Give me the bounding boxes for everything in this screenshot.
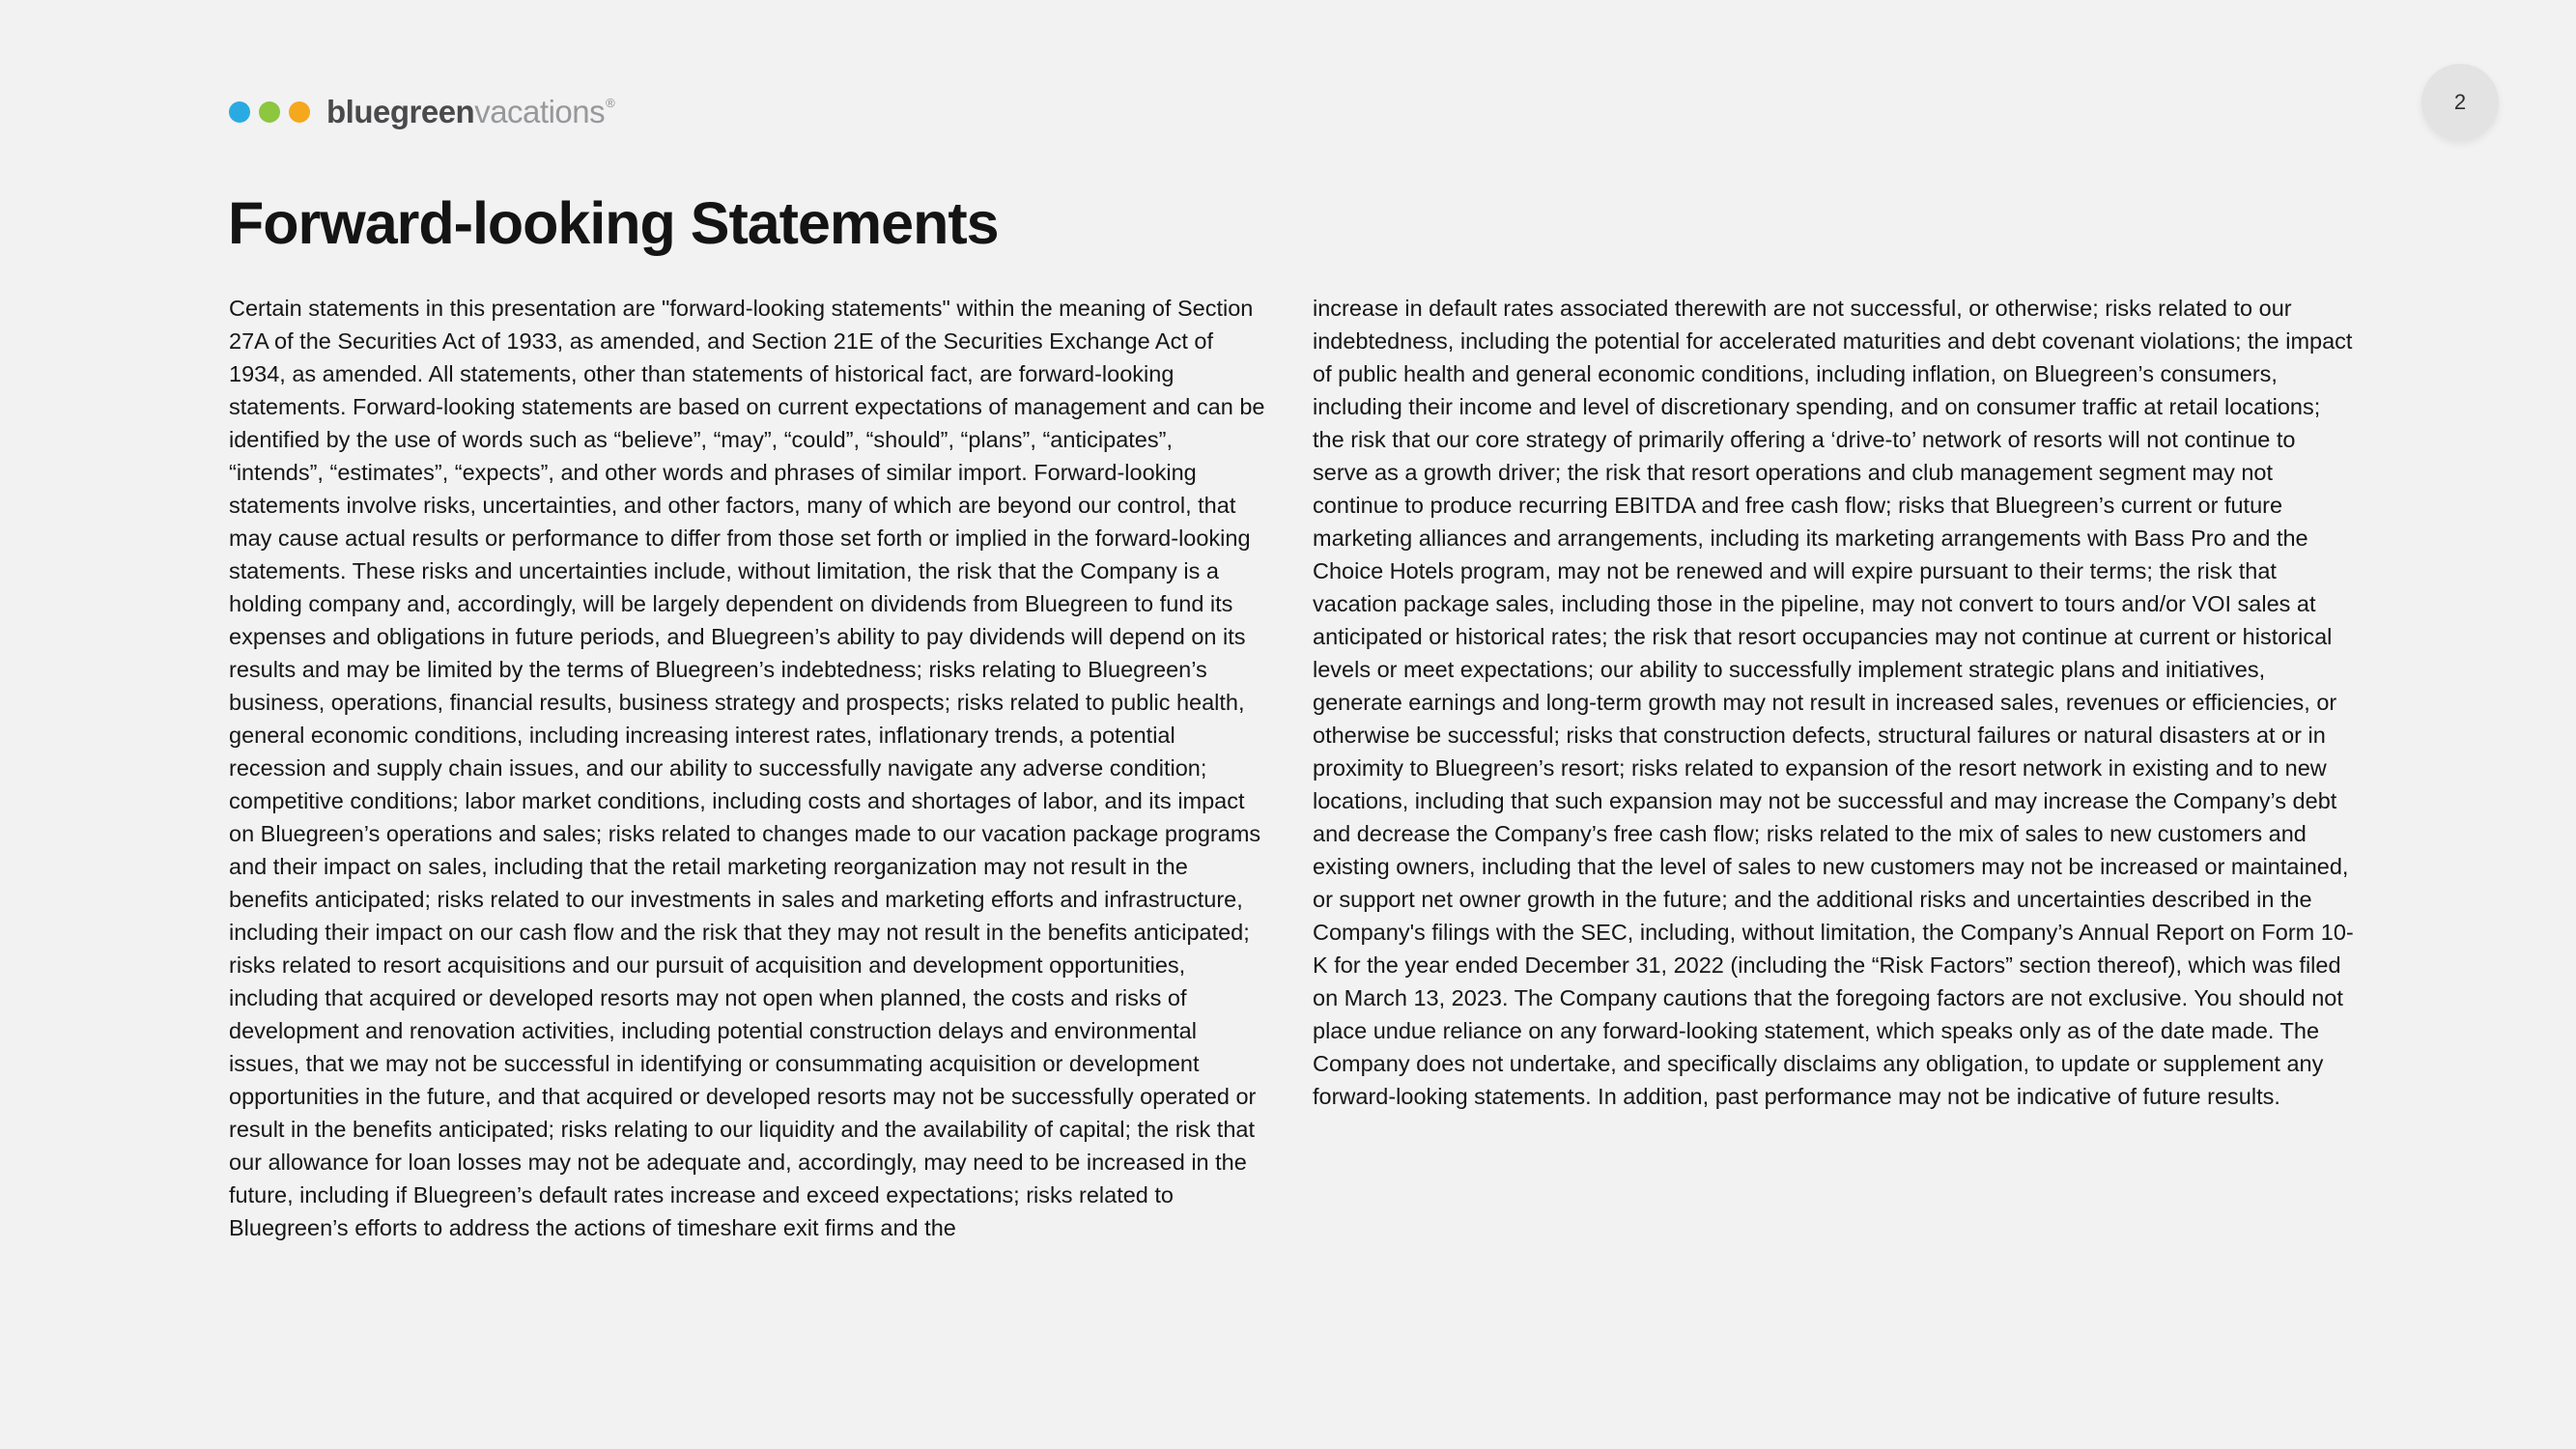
- logo-text-vacations: vacations: [474, 94, 606, 129]
- page-number-badge: [2421, 64, 2499, 141]
- registered-trademark-icon: ®: [606, 96, 615, 110]
- logo-dot-blue-icon: [229, 101, 250, 123]
- bluegreen-vacations-logo: [229, 93, 614, 131]
- page-number: 2: [2453, 90, 2467, 114]
- logo-text-bluegreen: bluegreen: [326, 94, 475, 129]
- logo-dot-green-icon: [259, 101, 280, 123]
- body-left-column: Certain statements in this presentation are "forward-looking statements" within the meaning of Section 27A of the Securities Act of 1933, as amended, and Section 21E of the Securities Exchange Act of 1934, as amended. All statements, other than statements of historical fact, are forward-looking statements. Forward-looking statements are based on current expectations of management and can be identified by the use of words such as “believe”, “may”, “could”, “should”, “plans”, “anticipates”, “intends”, “estimates”, “expects”, and other words and phrases of similar import. Forward-looking statements involve risks, uncertainties, and other factors, many of which are beyond our control, that may cause actual results or performance to differ from those set forth or implied in the forward-looking statements. These risks and uncertainties include, without limitation, the risk that the Company is a holding company and, accordingly, will be largely dependent on dividends from Bluegreen to fund its expenses and obligations in future periods, and Bluegreen’s ability to pay dividends will depend on its results and may be limited by the terms of Bluegreen’s indebtedness; risks relating to Bluegreen’s business, operations, financial results, business strategy and prospects; risks related to public health, general economic conditions, including increasing interest rates, inflationary trends, a potential recession and supply chain issues, and our ability to successfully navigate any adverse condition; competitive conditions; labor market conditions, including costs and shortages of labor, and its impact on Bluegreen’s operations and sales; risks related to changes made to our vacation package programs and their impact on sales, including that the retail marketing reorganization may not result in the benefits anticipated; risks related to our investments in sales and marketing efforts and infrastructure, including their impact on our cash flow and the risk that they may not result in the benefits anticipated; risks related to resort acquisitions and our pursuit of acquisition and development opportunities, including that acquired or developed resorts may not open when planned, the costs and risks of development and renovation activities, including potential construction delays and environmental issues, that we may not be successful in identifying or consummating acquisition or development opportunities in the future, and that acquired or developed resorts may not be successfully operated or result in the benefits anticipated; risks relating to our liquidity and the availability of capital; the risk that our allowance for loan losses may not be adequate and, accordingly, may need to be increased in the future, including if Bluegreen’s default rates increase and exceed expectations; risks related to Bluegreen’s efforts to address the actions of timeshare exit firms and the: [229, 296, 1265, 1240]
- slide-title: Forward-looking Statements: [228, 190, 999, 256]
- body-text-columns: [229, 292, 2354, 1244]
- logo-wordmark: [326, 94, 614, 130]
- logo-dot-orange-icon: [289, 101, 310, 123]
- body-right-column: increase in default rates associated therewith are not successful, or otherwise; risks related to our indebtedness, including the potential for accelerated maturities and debt covenant violations; the impact of public health and general economic conditions, including inflation, on Bluegreen’s consumers, including their income and level of discretionary spending, and on consumer traffic at retail locations; the risk that our core strategy of primarily offering a ‘drive-to’ network of resorts will not continue to serve as a growth driver; the risk that resort operations and club management segment may not continue to produce recurring EBITDA and free cash flow; risks that Bluegreen’s current or future marketing alliances and arrangements, including its marketing arrangements with Bass Pro and the Choice Hotels program, may not be renewed and will expire pursuant to their terms; the risk that vacation package sales, including those in the pipeline, may not convert to tours and/or VOI sales at anticipated or historical rates; the risk that resort occupancies may not continue at current or historical levels or meet expectations; our ability to successfully implement strategic plans and initiatives, generate earnings and long-term growth may not result in increased sales, revenues or efficiencies, or otherwise be successful; risks that construction defects, structural failures or natural disasters at or in proximity to Bluegreen’s resort; risks related to expansion of the resort network in existing and to new locations, including that such expansion may not be successful and may increase the Company’s debt and decrease the Company’s free cash flow; risks related to the mix of sales to new customers and existing owners, including that the level of sales to new customers may not be increased or maintained, or support net owner growth in the future; and the additional risks and uncertainties described in the Company's filings with the SEC, including, without limitation, the Company’s Annual Report on Form 10-K for the year ended December 31, 2022 (including the “Risk Factors” section thereof), which was filed on March 13, 2023. The Company cautions that the foregoing factors are not exclusive. You should not place undue reliance on any forward-looking statement, which speaks only as of the date made. The Company does not undertake, and specifically disclaims any obligation, to update or supplement any forward-looking statements. In addition, past performance may not be indicative of future results.: [1313, 296, 2354, 1109]
